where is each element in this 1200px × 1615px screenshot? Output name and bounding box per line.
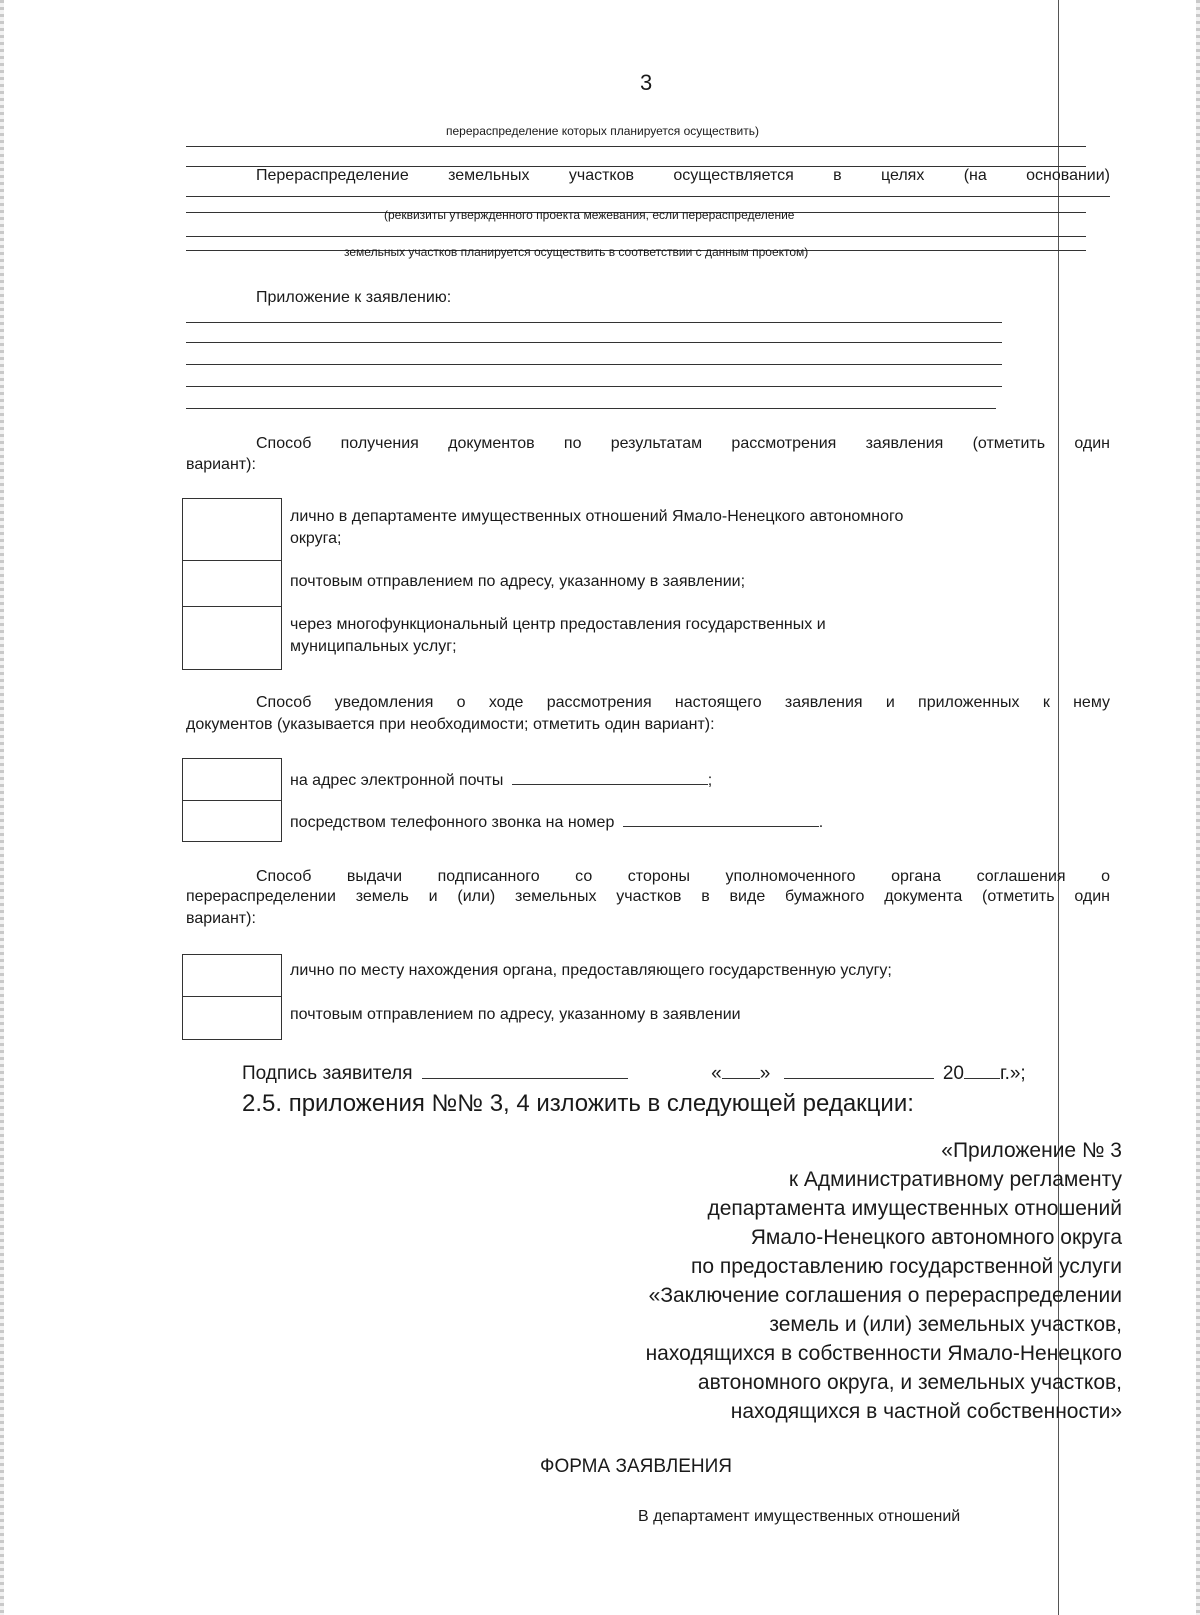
- issue-option-in-person-checkbox[interactable]: [182, 954, 282, 998]
- attachment-line: [186, 342, 1002, 343]
- receipt-option-mail-label: почтовым отправлением по адресу, указанному в заявлении;: [290, 573, 746, 590]
- caption-project-requisites: (реквизиты утвержденного проекта межевания, если перераспределение: [384, 208, 795, 222]
- receipt-option-in-person-label-cont: округа;: [290, 530, 342, 547]
- signature-row: [242, 1062, 1026, 1085]
- notify-phone-suffix: .: [818, 814, 824, 831]
- notify-email-suffix: ;: [707, 772, 713, 789]
- notify-phone-field[interactable]: [623, 812, 819, 827]
- notify-intro-cont: документов (указывается при необходимости; отметить один вариант):: [186, 716, 715, 733]
- receipt-intro-cont: вариант):: [186, 456, 256, 473]
- attachment-label: Приложение к заявлению:: [256, 289, 452, 306]
- caption-planned-redistribution: перераспределение которых планируется осуществить): [446, 124, 759, 138]
- appendix-line: департамента имущественных отношений: [707, 1197, 1122, 1220]
- underline: [186, 146, 1086, 147]
- issue-option-mail-checkbox[interactable]: [182, 996, 282, 1040]
- clause-2-5: 2.5. приложения №№ 3, 4 изложить в следующей редакции:: [242, 1090, 914, 1117]
- date-day-close-quote: »: [759, 1063, 771, 1084]
- signature-label: Подпись заявителя: [242, 1063, 413, 1084]
- date-month-field[interactable]: [784, 1062, 934, 1079]
- receipt-option-mfc-label-cont: муниципальных услуг;: [290, 638, 457, 655]
- appendix-line: автономного округа, и земельных участков,: [697, 1371, 1122, 1394]
- issue-intro: Способ выдачи подписанного со стороны уполномоченного органа соглашения о: [256, 868, 1110, 885]
- appendix-line: «Приложение № 3: [941, 1139, 1122, 1162]
- notify-email-field[interactable]: [512, 770, 708, 785]
- date-year-prefix: 20: [942, 1063, 964, 1084]
- issue-option-in-person-label: лично по месту нахождения органа, предоставляющего государственную услугу;: [290, 962, 892, 979]
- appendix-line: Ямало-Ненецкого автономного округа: [750, 1226, 1122, 1249]
- date-day-open-quote: «: [711, 1063, 722, 1084]
- notify-option-phone-checkbox[interactable]: [182, 800, 282, 842]
- issue-option-mail-label: почтовым отправлением по адресу, указанному в заявлении: [290, 1006, 741, 1023]
- notify-option-phone-label: [290, 812, 823, 832]
- date-year-suffix: г.»;: [999, 1063, 1026, 1084]
- appendix-line: к Административному регламенту: [788, 1168, 1122, 1191]
- appendix-line: находящихся в частной собственности»: [730, 1400, 1122, 1423]
- notify-email-text: на адрес электронной почты: [290, 772, 504, 789]
- caption-project-compliance: земельных участков планируется осуществить в соответствии с данным проектом): [344, 245, 809, 259]
- signature-field[interactable]: [422, 1062, 628, 1079]
- appendix-line: «Заключение соглашения о перераспределении: [648, 1284, 1122, 1307]
- underline: [186, 236, 1086, 237]
- underline: [186, 196, 1110, 197]
- notify-phone-text: посредством телефонного звонка на номер: [290, 814, 615, 831]
- appendix-header: [500, 1136, 1122, 1426]
- appendix-line: находящихся в собственности Ямало-Ненецкого: [645, 1342, 1122, 1365]
- redistribution-purpose-text: Перераспределение земельных участков осуществляется в целях (на основании): [256, 167, 1110, 184]
- notify-option-email-checkbox[interactable]: [182, 758, 282, 802]
- receipt-intro: Способ получения документов по результатам рассмотрения заявления (отметить один: [256, 435, 1110, 452]
- notify-option-email-label: [290, 770, 712, 790]
- form-title: ФОРМА ЗАЯВЛЕНИЯ: [540, 1456, 733, 1477]
- appendix-line: земель и (или) земельных участков,: [769, 1313, 1122, 1336]
- issue-intro-cont: перераспределении земель и (или) земельных участков в виде бумажного документа (отметить один: [186, 888, 1110, 905]
- issue-intro-cont2: вариант):: [186, 910, 256, 927]
- scan-left-edge: [0, 0, 4, 1615]
- attachment-line: [186, 408, 996, 409]
- addressee: В департамент имущественных отношений: [638, 1508, 961, 1525]
- attachment-line: [186, 322, 1002, 323]
- attachment-line: [186, 364, 1002, 365]
- page-number: 3: [640, 70, 653, 95]
- date-day-field[interactable]: [722, 1062, 760, 1079]
- scan-right-edge: [1196, 0, 1200, 1615]
- receipt-option-in-person-checkbox[interactable]: [182, 498, 282, 562]
- receipt-option-mail-checkbox[interactable]: [182, 560, 282, 608]
- receipt-option-mfc-checkbox[interactable]: [182, 606, 282, 670]
- receipt-option-in-person-label: лично в департаменте имущественных отношений Ямало-Ненецкого автономного: [290, 508, 904, 525]
- notify-intro: Способ уведомления о ходе рассмотрения настоящего заявления и приложенных к нему: [256, 694, 1110, 711]
- receipt-option-mfc-label: через многофункциональный центр предоставления государственных и: [290, 616, 826, 633]
- appendix-line: по предоставлению государственной услуги: [690, 1255, 1122, 1278]
- date-year-field[interactable]: [964, 1062, 1000, 1079]
- attachment-line: [186, 386, 1002, 387]
